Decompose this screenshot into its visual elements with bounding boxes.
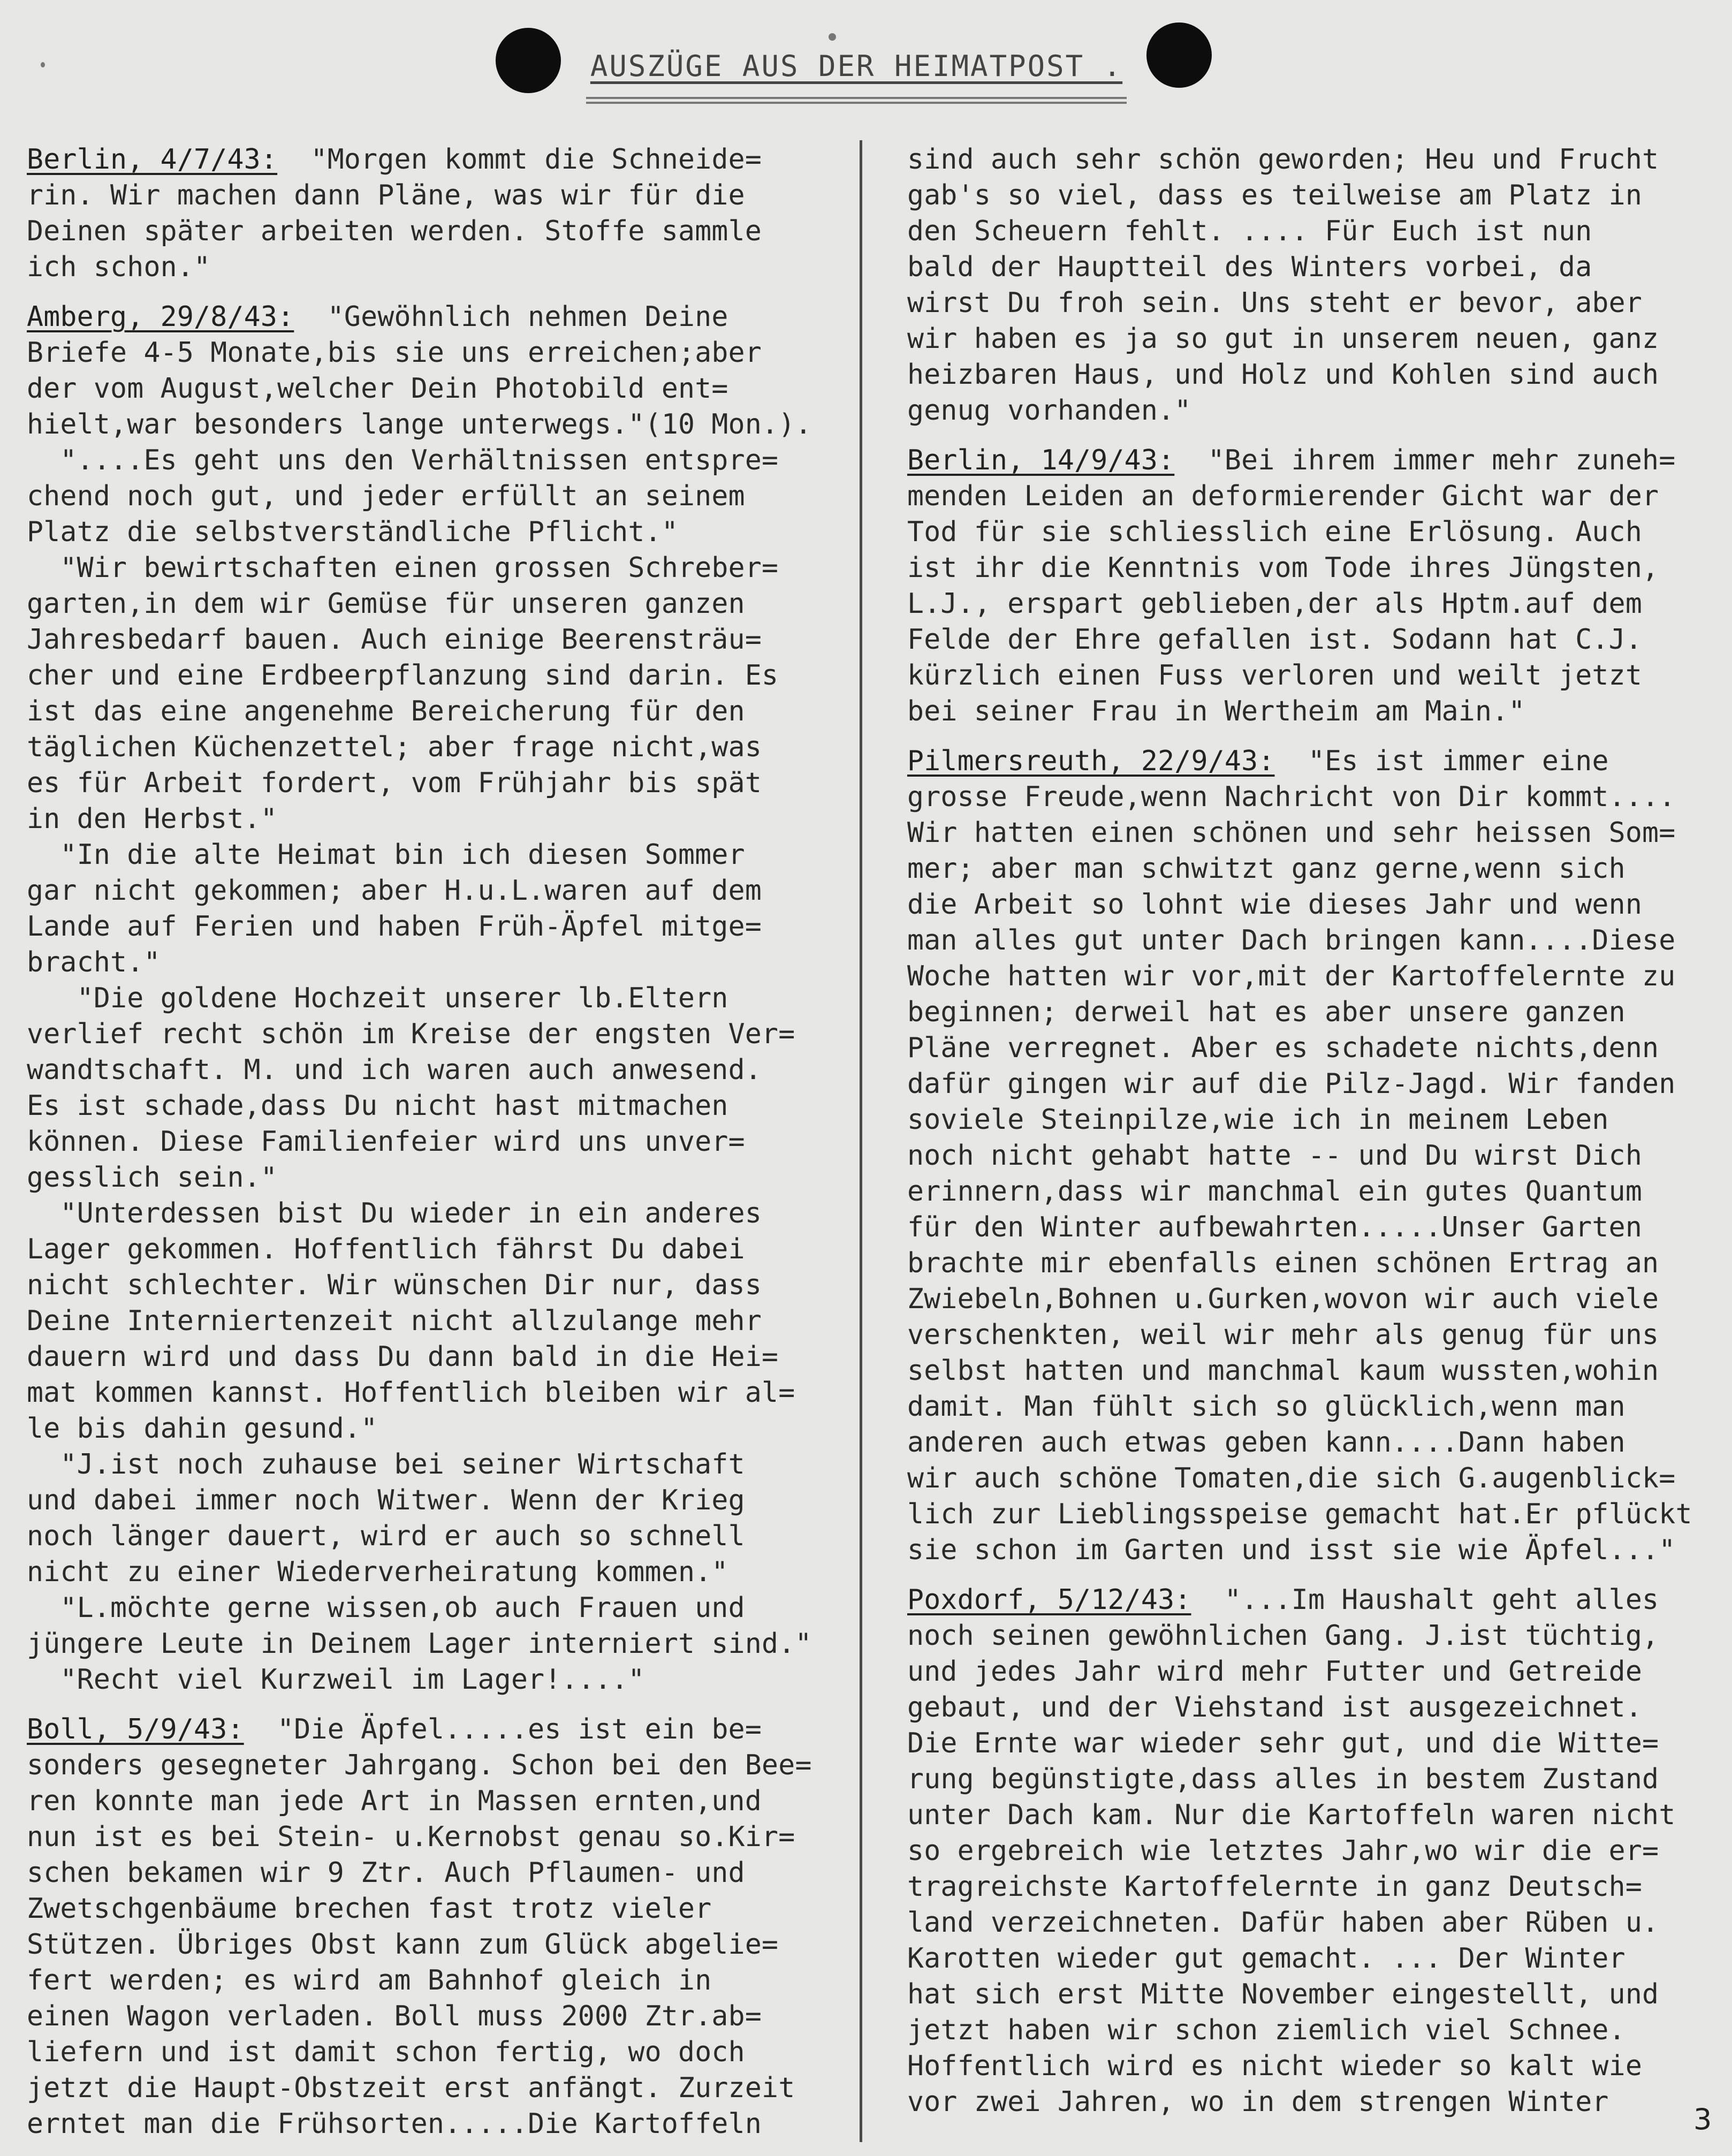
excerpt-text: Woche hatten wir vor,mit der Kartoffelernte zu <box>907 960 1676 992</box>
excerpt-text: brachte mir ebenfalls einen schönen Ertrag an <box>907 1247 1659 1279</box>
page-number: 3 <box>1693 2102 1712 2136</box>
text-line <box>27 249 851 285</box>
header <box>578 49 1135 104</box>
excerpt-text: mat kommen kannst. Hoffentlich bleiben wir al= <box>27 1377 795 1409</box>
text-line <box>907 1102 1721 1138</box>
text-line <box>907 214 1721 249</box>
excerpt-text: L.J., erspart geblieben,der als Hptm.auf dem <box>907 588 1643 620</box>
excerpt-text: wir haben es ja so gut in unserem neuen, ganz <box>907 323 1659 355</box>
text-line <box>27 335 851 371</box>
excerpt-text: erntet man die Frühsorten.....Die Kartoffeln <box>27 2108 762 2140</box>
excerpt-text: le bis dahin gesund." <box>27 1413 378 1445</box>
text-line <box>907 1317 1721 1353</box>
text-line <box>907 1066 1721 1102</box>
text-line <box>907 1174 1721 1210</box>
excerpt-text: schen bekamen wir 9 Ztr. Auch Pflaumen- und <box>27 1857 745 1889</box>
text-line <box>27 1927 851 1963</box>
text-line <box>907 851 1721 887</box>
excerpt-text: ich schon." <box>27 251 211 283</box>
excerpt-text: dauern wird und dass Du dann bald in die Hei= <box>27 1341 779 1373</box>
text-line <box>907 743 1721 779</box>
text-line <box>27 1662 851 1698</box>
text-line <box>27 837 851 873</box>
text-line <box>907 923 1721 959</box>
text-line <box>27 214 851 249</box>
text-line <box>907 1726 1721 1762</box>
text-line <box>907 479 1721 514</box>
text-line <box>907 622 1721 658</box>
letter-excerpt <box>907 443 1721 730</box>
text-line <box>27 2034 851 2070</box>
excerpt-location-date: Berlin, 4/7/43: <box>27 143 278 176</box>
text-line <box>907 1941 1721 1977</box>
text-line <box>907 779 1721 815</box>
excerpt-text: und jedes Jahr wird mehr Futter und Getreide <box>907 1656 1643 1688</box>
excerpt-text: "In die alte Heimat bin ich diesen Sommer <box>27 839 745 871</box>
speck-mark <box>829 33 836 41</box>
text-line <box>907 995 1721 1030</box>
excerpt-text: die Arbeit so lohnt wie dieses Jahr und wenn <box>907 889 1643 921</box>
text-line <box>27 1411 851 1447</box>
text-line <box>27 981 851 1016</box>
excerpt-text: anderen auch etwas geben kann....Dann haben <box>907 1426 1625 1459</box>
letter-excerpt <box>27 299 851 1698</box>
excerpt-text: Tod für sie schliesslich eine Erlösung. Auch <box>907 516 1643 548</box>
excerpt-text: und dabei immer noch Witwer. Wenn der Krieg <box>27 1484 745 1516</box>
excerpt-text: noch länger dauert, wird er auch so schnell <box>27 1520 745 1552</box>
text-line <box>27 1999 851 2034</box>
text-line <box>27 1483 851 1519</box>
excerpt-text: beginnen; derweil hat es aber unsere ganzen <box>907 996 1625 1028</box>
excerpt-text: noch seinen gewöhnlichen Gang. J.ist tüchtig, <box>907 1620 1659 1652</box>
text-line <box>27 1232 851 1267</box>
excerpt-text: Pläne verregnet. Aber es schadete nichts,denn <box>907 1032 1659 1064</box>
text-line <box>27 178 851 214</box>
excerpt-text: so ergebreich wie letztes Jahr,wo wir die er= <box>907 1835 1659 1867</box>
text-line <box>27 694 851 730</box>
text-line <box>27 2106 851 2142</box>
excerpt-text: einen Wagon verladen. Boll muss 2000 Ztr.ab= <box>27 2000 762 2032</box>
excerpt-text: können. Diese Familienfeier wird uns unver= <box>27 1126 745 1158</box>
excerpt-text: täglichen Küchenzettel; aber frage nicht,was <box>27 731 762 763</box>
excerpt-text: man alles gut unter Dach bringen kann....Diese <box>907 924 1676 956</box>
text-line <box>27 1375 851 1411</box>
excerpt-text: Stützen. Übriges Obst kann zum Glück abgelie= <box>27 1929 779 1961</box>
text-line <box>27 1963 851 1999</box>
text-line <box>27 1196 851 1232</box>
text-line <box>907 249 1721 285</box>
excerpt-text: liefern und ist damit schon fertig, wo doch <box>27 2036 745 2068</box>
text-line <box>27 1052 851 1088</box>
excerpt-text: wirst Du froh sein. Uns steht er bevor, aber <box>907 287 1643 319</box>
excerpt-text: unter Dach kam. Nur die Kartoffeln waren nicht <box>907 1799 1676 1831</box>
excerpt-text: Zwiebeln,Bohnen u.Gurken,wovon wir auch viele <box>907 1283 1659 1315</box>
excerpt-text: es für Arbeit fordert, vom Frühjahr bis spät <box>27 767 762 799</box>
text-line <box>27 1160 851 1196</box>
excerpt-text: selbst hatten und manchmal kaum wussten,wohin <box>907 1355 1659 1387</box>
excerpt-text: ist ihr die Kenntnis vom Tode ihres Jüngsten, <box>907 552 1659 584</box>
excerpt-text: ist das eine angenehme Bereicherung für den <box>27 695 745 727</box>
excerpt-text: wir auch schöne Tomaten,die sich G.augenblick= <box>907 1462 1676 1494</box>
text-line <box>907 1532 1721 1568</box>
excerpt-text: dafür gingen wir auf die Pilz-Jagd. Wir fanden <box>907 1068 1676 1100</box>
excerpt-text: "Die goldene Hochzeit unserer lb.Eltern <box>27 982 728 1014</box>
text-line <box>27 873 851 909</box>
text-line <box>27 479 851 514</box>
excerpt-text: noch nicht gehabt hatte -- und Du wirst Dich <box>907 1140 1643 1172</box>
text-line <box>907 2048 1721 2084</box>
excerpt-text: bei seiner Frau in Wertheim am Main." <box>907 695 1525 727</box>
excerpt-text: bald der Hauptteil des Winters vorbei, da <box>907 251 1592 283</box>
excerpt-text: menden Leiden an deformierender Gicht war der <box>907 480 1659 512</box>
text-line <box>907 1461 1721 1497</box>
text-line <box>907 1869 1721 1905</box>
text-line <box>27 371 851 407</box>
excerpt-text: Es ist schade,dass Du nicht hast mitmachen <box>27 1090 728 1122</box>
excerpt-text: Jahresbedarf bauen. Auch einige Beerensträu= <box>27 624 762 656</box>
text-line <box>27 1783 851 1819</box>
text-line <box>27 142 851 178</box>
text-line <box>27 1303 851 1339</box>
text-line <box>907 514 1721 550</box>
excerpt-text: garten,in dem wir Gemüse für unseren ganzen <box>27 588 745 620</box>
excerpt-location-date: Boll, 5/9/43: <box>27 1713 244 1745</box>
text-line <box>907 658 1721 694</box>
text-line <box>907 1353 1721 1389</box>
text-line <box>27 1590 851 1626</box>
excerpt-text: "Wir bewirtschaften einen grossen Schreber= <box>27 552 779 584</box>
text-line <box>907 1210 1721 1246</box>
excerpt-text: der vom August,welcher Dein Photobild ent= <box>27 373 728 405</box>
excerpt-location-date: Berlin, 14/9/43: <box>907 444 1175 476</box>
excerpt-text: kürzlich einen Fuss verloren und weilt jetzt <box>907 659 1643 692</box>
excerpt-text: "Es ist immer eine <box>1274 745 1609 777</box>
text-line <box>907 393 1721 429</box>
text-line <box>907 1762 1721 1797</box>
excerpt-text: den Scheuern fehlt. .... Für Euch ist nun <box>907 215 1592 247</box>
text-line <box>27 299 851 335</box>
text-line <box>27 1088 851 1124</box>
text-line <box>27 1519 851 1554</box>
excerpt-location-date: Amberg, 29/8/43: <box>27 301 294 333</box>
excerpt-text: erinnern,dass wir manchmal ein gutes Quantum <box>907 1175 1643 1208</box>
punch-hole-right <box>1146 22 1212 88</box>
excerpt-text: bracht." <box>27 946 161 978</box>
text-line <box>907 1833 1721 1869</box>
text-line <box>27 730 851 765</box>
excerpt-text: verschenkten, weil wir mehr als genug für uns <box>907 1319 1659 1351</box>
excerpt-text: jetzt die Haupt-Obstzeit erst anfängt. Zurzeit <box>27 2072 795 2104</box>
text-line <box>27 1339 851 1375</box>
excerpt-text: wandtschaft. M. und ich waren auch anwesend. <box>27 1054 762 1086</box>
excerpt-text: hat sich erst Mitte November eingestellt, und <box>907 1978 1659 2010</box>
excerpt-text: verlief recht schön im Kreise der engsten Ver= <box>27 1018 795 1050</box>
text-line <box>907 285 1721 321</box>
text-line <box>907 1618 1721 1654</box>
right-column <box>907 142 1721 2134</box>
text-line <box>907 178 1721 214</box>
excerpt-text: "Recht viel Kurzweil im Lager!...." <box>27 1664 645 1696</box>
excerpt-text: "Unterdessen bist Du wieder in ein anderes <box>27 1197 762 1229</box>
excerpt-text: Briefe 4-5 Monate,bis sie uns erreichen;aber <box>27 337 762 369</box>
excerpt-text: nun ist es bei Stein- u.Kernobst genau so.Kir= <box>27 1821 795 1853</box>
excerpt-text: Deine Interniertenzeit nicht allzulange mehr <box>27 1305 762 1337</box>
excerpt-text: Platz die selbstverständliche Pflicht." <box>27 516 679 548</box>
text-line <box>907 1654 1721 1690</box>
excerpt-text: Lande auf Ferien und haben Früh-Äpfel mitge= <box>27 910 762 943</box>
excerpt-text: lich zur Lieblingsspeise gemacht hat.Er pflückt <box>907 1498 1692 1530</box>
column-divider <box>860 140 862 2142</box>
excerpt-text: tragreichste Kartoffelernte in ganz Deutsch= <box>907 1871 1643 1903</box>
text-line <box>27 1712 851 1748</box>
excerpt-text: für den Winter aufbewahrten.....Unser Garten <box>907 1211 1643 1243</box>
text-line <box>907 815 1721 851</box>
excerpt-text: jetzt haben wir schon ziemlich viel Schnee. <box>907 2014 1625 2046</box>
excerpt-text: "Gewöhnlich nehmen Deine <box>294 301 728 333</box>
letter-excerpt <box>27 1712 851 2142</box>
letter-excerpt <box>27 142 851 285</box>
text-line <box>907 1690 1721 1726</box>
text-line <box>907 694 1721 730</box>
page-title: AUSZÜGE AUS DER HEIMATPOST . <box>590 49 1123 83</box>
excerpt-text: ren konnte man jede Art in Massen ernten,und <box>27 1785 762 1817</box>
text-line <box>907 1497 1721 1532</box>
text-line <box>907 1281 1721 1317</box>
excerpt-text: damit. Man fühlt sich so glücklich,wenn man <box>907 1391 1625 1423</box>
excerpt-text: heizbaren Haus, und Holz und Kohlen sind auch <box>907 359 1659 391</box>
text-line <box>27 945 851 981</box>
text-line <box>27 1554 851 1590</box>
excerpt-text: "....Es geht uns den Verhältnissen entspre= <box>27 444 779 476</box>
text-line <box>907 1582 1721 1618</box>
excerpt-text: rin. Wir machen dann Pläne, was wir für die <box>27 179 745 211</box>
letter-excerpt <box>907 743 1721 1568</box>
excerpt-text: sie schon im Garten und isst sie wie Äpfel..." <box>907 1534 1676 1566</box>
text-line <box>907 1030 1721 1066</box>
excerpt-text: land verzeichneten. Dafür haben aber Rüben u. <box>907 1907 1659 1939</box>
text-line <box>27 1891 851 1927</box>
excerpt-text: Deinen später arbeiten werden. Stoffe sammle <box>27 215 762 247</box>
text-line <box>907 357 1721 393</box>
text-line <box>27 1016 851 1052</box>
excerpt-text: sind auch sehr schön geworden; Heu und Frucht <box>907 143 1659 176</box>
text-line <box>27 765 851 801</box>
excerpt-text: "J.ist noch zuhause bei seiner Wirtschaft <box>27 1448 745 1481</box>
text-line <box>907 1389 1721 1425</box>
excerpt-text: jüngere Leute in Deinem Lager interniert sind." <box>27 1628 812 1660</box>
excerpt-text: Hoffentlich wird es nicht wieder so kalt wie <box>907 2050 1643 2082</box>
text-line <box>907 321 1721 357</box>
excerpt-location-date: Pilmersreuth, 22/9/43: <box>907 745 1275 777</box>
title-double-rule <box>586 97 1127 104</box>
excerpt-text: mer; aber man schwitzt ganz gerne,wenn sich <box>907 853 1625 885</box>
excerpt-location-date: Poxdorf, 5/12/43: <box>907 1584 1191 1616</box>
excerpt-text: hielt,war besonders lange unterwegs."(10 Mon.). <box>27 408 812 441</box>
excerpt-text: cher und eine Erdbeerpflanzung sind darin. Es <box>27 659 779 692</box>
excerpt-text: rung begünstigte,dass alles in bestem Zustand <box>907 1763 1659 1795</box>
text-line <box>27 1855 851 1891</box>
excerpt-text: soviele Steinpilze,wie ich in meinem Leben <box>907 1104 1609 1136</box>
excerpt-text: gab's so viel, dass es teilweise am Platz in <box>907 179 1643 211</box>
speck-mark <box>41 62 45 67</box>
text-line <box>27 1447 851 1483</box>
excerpt-text: Lager gekommen. Hoffentlich fährst Du dabei <box>27 1233 745 1265</box>
text-line <box>907 1905 1721 1941</box>
text-line <box>27 1267 851 1303</box>
excerpt-text: Karotten wieder gut gemacht. ... Der Winter <box>907 1942 1625 1975</box>
text-line <box>907 2084 1721 2120</box>
text-line <box>27 514 851 550</box>
text-line <box>907 1246 1721 1281</box>
excerpt-text: gar nicht gekommen; aber H.u.L.waren auf dem <box>27 875 762 907</box>
text-line <box>907 550 1721 586</box>
excerpt-text: fert werden; es wird am Bahnhof gleich in <box>27 1964 712 1996</box>
letter-excerpt <box>907 142 1721 429</box>
text-line <box>27 443 851 479</box>
text-line <box>907 959 1721 995</box>
punch-hole-left <box>496 28 561 93</box>
text-line <box>907 1425 1721 1461</box>
text-line <box>907 1797 1721 1833</box>
excerpt-text: "...Im Haushalt geht alles <box>1191 1584 1659 1616</box>
text-line <box>27 1748 851 1783</box>
text-line <box>27 586 851 622</box>
text-line <box>907 586 1721 622</box>
text-line <box>27 1626 851 1662</box>
text-line <box>27 622 851 658</box>
excerpt-text: chend noch gut, und jeder erfüllt an seinem <box>27 480 745 512</box>
excerpt-text: "Morgen kommt die Schneide= <box>277 143 762 176</box>
text-line <box>907 887 1721 923</box>
excerpt-text: gebaut, und der Viehstand ist ausgezeichnet. <box>907 1691 1643 1724</box>
text-line <box>27 658 851 694</box>
excerpt-text: vor zwei Jahren, wo in dem strengen Winter <box>907 2086 1609 2118</box>
left-column <box>27 142 851 2156</box>
excerpt-text: genug vorhanden." <box>907 394 1191 427</box>
text-line <box>27 801 851 837</box>
excerpt-text: in den Herbst." <box>27 803 278 835</box>
excerpt-text: "L.möchte gerne wissen,ob auch Frauen und <box>27 1592 745 1624</box>
excerpt-text: Die Ernte war wieder sehr gut, und die Witte= <box>907 1727 1659 1759</box>
text-line <box>27 909 851 945</box>
text-line <box>27 550 851 586</box>
excerpt-text: "Bei ihrem immer mehr zuneh= <box>1174 444 1676 476</box>
excerpt-text: sonders gesegneter Jahrgang. Schon bei den Bee= <box>27 1749 812 1781</box>
letter-excerpt <box>907 1582 1721 2120</box>
excerpt-text: nicht schlechter. Wir wünschen Dir nur, dass <box>27 1269 762 1301</box>
text-line <box>907 2013 1721 2048</box>
excerpt-text: Wir hatten einen schönen und sehr heissen Som= <box>907 817 1676 849</box>
text-line <box>27 1124 851 1160</box>
excerpt-text: "Die Äpfel.....es ist ein be= <box>244 1713 762 1745</box>
text-line <box>907 1138 1721 1174</box>
text-line <box>27 407 851 443</box>
text-line <box>27 2070 851 2106</box>
text-line <box>907 1977 1721 2013</box>
excerpt-text: gesslich sein." <box>27 1161 278 1194</box>
excerpt-text: grosse Freude,wenn Nachricht von Dir kommt.... <box>907 781 1676 813</box>
excerpt-text: Zwetschgenbäume brechen fast trotz vieler <box>27 1893 712 1925</box>
text-line <box>27 1819 851 1855</box>
excerpt-text: Felde der Ehre gefallen ist. Sodann hat C.J. <box>907 624 1643 656</box>
excerpt-text: nicht zu einer Wiederverheiratung kommen." <box>27 1556 728 1588</box>
text-line <box>907 142 1721 178</box>
text-line <box>907 443 1721 479</box>
